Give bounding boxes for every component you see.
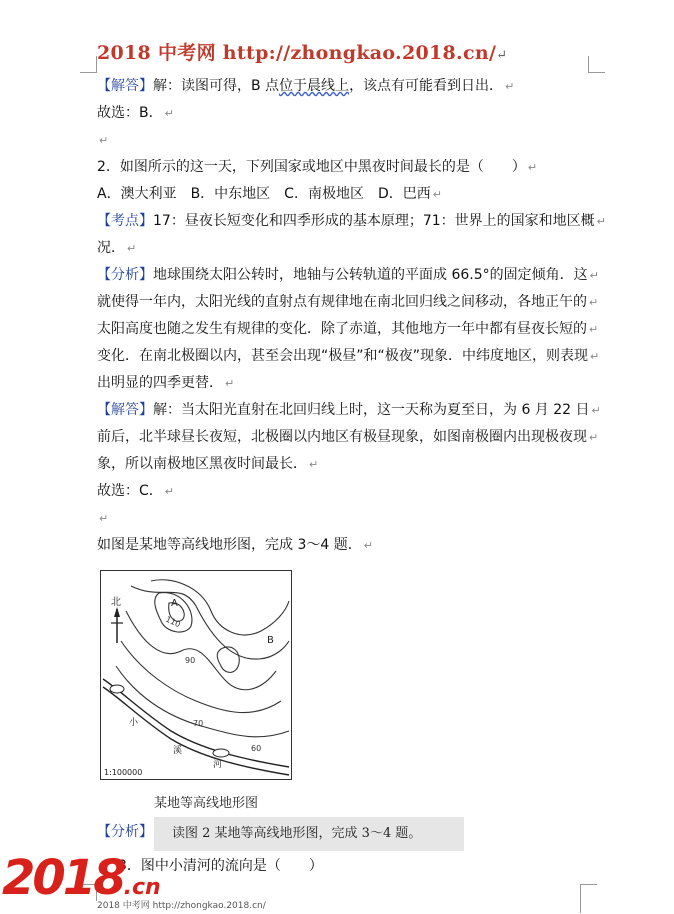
contour-hill-b [217,647,239,672]
text-line [97,130,597,151]
point-b-label: B [267,635,274,646]
line-text: 变化．在南北极圈以内，甚至会出现“极昼”和“极夜”现象．中纬度地区，则表现 [97,348,589,364]
text-line [97,481,597,502]
paragraph-mark-icon: ↵ [225,377,235,390]
paragraph-mark-icon: ↵ [363,539,373,552]
paragraph-mark-icon: ↵ [589,269,599,282]
contour-110-label: 110 [164,614,182,630]
text-line [97,265,597,286]
line-text: 就使得一年内，太阳光线的直射点有规律地在南北回归线之间移动，各地正午的 [97,294,587,310]
page-corner-top-left [80,56,97,73]
paragraph-mark-icon: ↵ [99,512,109,525]
line-text: 况． [97,240,125,256]
section-tag: 【解答】 [97,78,153,94]
line-text: 故选：C． [97,483,163,499]
contour-map-graphic [101,571,291,779]
paragraph-mark-icon: ↵ [496,48,508,63]
site-header-text: 2018 中考网 http://zhongkao.2018.cn/ [97,42,497,64]
paragraph-mark-icon: ↵ [591,404,601,417]
text-line [97,400,601,421]
map-caption: 某地等高线地形图 [154,796,259,811]
north-label: 北 [111,597,121,608]
section-tag: 【考点】 [97,213,153,229]
line-text-rest: ，该点有可能看到日出． [349,78,504,94]
scanned-instruction: 读图 2 某地等高线地形图，完成 3～4 题。 [154,817,464,851]
text-line [97,319,597,340]
text-line [97,508,597,529]
line-text: 象，所以南极地区黑夜时间最长． [97,456,307,472]
analysis-tag: 【分析】 [97,824,153,840]
section-tag: 【分析】 [97,267,153,283]
text-line [97,211,606,232]
text-line [97,535,597,556]
text-line [97,76,597,97]
line-text: 解：当太阳光直射在北回归线上时，这一天称为夏至日，为 6 月 22 日 [153,402,590,418]
line-text: 如图是某地等高线地形图，完成 3～4 题． [97,537,362,553]
text-line [97,373,597,394]
text-line [97,157,597,178]
text-line [97,346,600,367]
logo-domain: .cn [123,875,161,900]
paragraph-mark-icon: ↵ [596,215,606,228]
contour-70-label: 70 [193,719,204,728]
page-footer: 2018 中考网 http://zhongkao.2018.cn/ [97,901,266,911]
point-a-label: A [171,598,178,609]
site-header [97,38,507,65]
section-tag: 【解答】 [97,402,153,418]
question-3-text: 3．图中小清河的流向是（ ） [118,858,323,874]
text-line [97,292,597,313]
contour-90-label: 90 [185,656,196,665]
line-text: 出明显的四季更替． [97,375,223,391]
river-name-2: 溪 [173,746,183,756]
line-text: A．澳大利亚 B．中东地区 C．南极地区 D．巴西 [97,186,431,202]
question-3 [118,856,618,876]
contour-line-3 [126,611,276,690]
text-line [97,454,597,475]
line-text: 故选：B． [97,105,163,121]
text-line [97,103,597,124]
north-arrow-head [114,607,120,617]
line-text: 太阳高度也随之发生有规律的变化．除了赤道，其他地方一年中都有昼夜长短的 [97,321,587,337]
underlined-text: 位于晨线上 [279,78,350,94]
paragraph-mark-icon: ↵ [164,107,174,120]
page-corner-top-right [588,56,605,73]
line-text: 17：昼夜长短变化和四季形成的基本原理；71：世界上的国家和地区概 [153,213,595,229]
river-name-3: 河 [213,760,223,770]
text-line [97,427,597,448]
line-text: 前后，北半球昼长夜短，北极圈以内地区有极昼现象，如图南极圈内出现极夜现 [97,429,587,445]
paragraph-mark-icon: ↵ [164,485,174,498]
paragraph-mark-icon: ↵ [505,80,515,93]
map-scale: 1:100000 [104,768,143,777]
text-line [97,238,597,259]
paragraph-mark-icon: ↵ [527,161,538,174]
paragraph-mark-icon: ↵ [99,134,109,147]
contour-60-label: 60 [251,744,262,753]
paragraph-mark-icon: ↵ [589,431,599,444]
paragraph-mark-icon: ↵ [432,188,442,201]
river-islet-1 [110,685,124,693]
line-text: 2．如图所示的这一天，下列国家或地区中黑夜时间最长的是（ ） [97,159,526,175]
river-name-1: 小 [129,718,139,728]
paragraph-mark-icon: ↵ [590,350,600,363]
line-text: 地球围绕太阳公转时，地轴与公转轨道的平面成 66.5°的固定倾角．这 [153,267,588,283]
paragraph-mark-icon: ↵ [589,323,599,336]
paragraph-mark-icon: ↵ [127,242,137,255]
river-islet-2 [213,749,229,757]
logo-number: 2018 [2,850,124,906]
page-corner-bottom-right [580,884,597,913]
contour-map [100,570,292,780]
contour-line-4 [121,641,281,713]
line-text: 解：读图可得，B 点 [153,78,280,94]
paragraph-mark-icon: ↵ [309,458,319,471]
text-line [97,184,597,205]
paragraph-mark-icon: ↵ [589,296,599,309]
